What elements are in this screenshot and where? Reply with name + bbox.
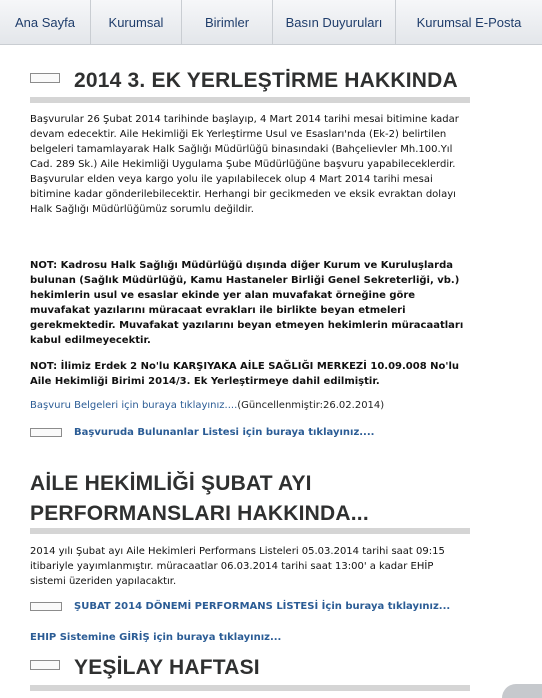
section-title-performans xyxy=(30,470,369,528)
performans-paragraph: 2014 yılı Şubat ayı Aile Hekimleri Performans Listeleri 05.03.2014 tarihi saat 09:15 itibariyle yayımlanmıştır. müracaatlar 06.03.2014 tarihi saat 13:00' a kadar EHİP sistemi üzeriden yapılacaktır. xyxy=(30,546,445,587)
section-title-text: 2014 3. EK YERLEŞTİRME HAKKINDA xyxy=(74,69,458,92)
link-row-ehip xyxy=(30,631,281,645)
title-underline xyxy=(30,685,470,691)
section-title-yesilay xyxy=(30,654,260,682)
ehip-giris-link[interactable]: EHIP Sistemine GİRİŞ için buraya tıklayınız... xyxy=(30,632,282,643)
performans-listesi-link[interactable]: ŞUBAT 2014 DÖNEMİ PERFORMANS LİSTESİ İçin buraya tıklayınız... xyxy=(74,601,451,612)
basvuru-belgeleri-link[interactable]: Başvuru Belgeleri için buraya tıklayınız.... xyxy=(30,400,238,411)
section-title-line2: PERFORMANSLARI HAKKINDA... xyxy=(30,502,369,525)
updated-note: (Güncellenmiştir:26.02.2014) xyxy=(237,400,385,411)
link-row-basvuru-belgeleri xyxy=(30,399,384,413)
nav-home[interactable]: Ana Sayfa xyxy=(0,0,91,44)
section-title-line1: AİLE HEKİMLİĞİ ŞUBAT AYI xyxy=(30,472,312,495)
title-bullet-box xyxy=(30,73,60,83)
link-row-performans-listesi xyxy=(30,600,450,614)
title-underline xyxy=(30,528,470,534)
link-bullet-box xyxy=(30,428,62,437)
note-muvafakat: NOT: Kadrosu Halk Sağlığı Müdürlüğü dışında diğer Kurum ve Kuruluşlarda bulunan (Sağlık Müdürlüğü, Kamu Hastaneler Birliği Genel Sekreterliği, vb.) hekimlerin usul ve esaslar ekinde yer alan muvafakat örneğine göre muvafakat yazılarını müracaat evrakları ile birlikte beyan etmeleri gerekmektedir. Muvafakat yazılarını beyan etmeyen hekimlerin müracaatları kabul edilmeyecektir. xyxy=(30,260,464,346)
basvuranlar-listesi-link[interactable]: Başvuruda Bulunanlar Listesi için buraya tıklayınız.... xyxy=(74,427,375,438)
nav-press-releases[interactable]: Basın Duyuruları xyxy=(273,0,396,44)
nav-corporate[interactable]: Kurumsal xyxy=(91,0,182,44)
title-underline xyxy=(30,97,470,103)
section-title-ek-yerlestirme xyxy=(30,67,458,95)
title-bullet-box xyxy=(30,660,60,670)
nav-corporate-email[interactable]: Kurumsal E-Posta xyxy=(416,14,522,30)
top-navigation xyxy=(0,0,542,45)
announcement-paragraph: Başvurular 26 Şubat 2014 tarihinde başlayıp, 4 Mart 2014 tarihi mesai bitimine kadar devam edecektir. Aile Hekimliği Ek Yerleştirme Usul ve Esasları'nda (Ek-2) belirtilen belgeleri tamamlayarak Halk Sağlığı Müdürlüğü binasındaki (Bahçelievler Mh.100.Yıl Cad. 289 Sk.) Aile Hekimliği Uygulama Şube Müdürlüğüne başvuru yapabileceklerdir. Başvurular elden veya kargo yolu ile yapılabilecek olup 4 Mart 2014 tarihi mesai bitimine kadar gönderilebilecektir. Herhangi bir gecikmeden ve eksik evraktan dolayı Halk Sağlığı Müdürlüğümüz sorumlu değildir. xyxy=(30,114,459,215)
section-title-text: YEŞİLAY HAFTASI xyxy=(74,656,260,679)
link-row-basvuranlar xyxy=(30,426,374,440)
nav-units[interactable]: Birimler xyxy=(182,0,273,44)
note-erdek: NOT: İlimiz Erdek 2 No'lu KARŞIYAKA AİLE SAĞLIĞI MERKEZİ 10.09.008 No'lu Aile Hekimliği Birimi 2014/3. Ek Yerleştirmeye dahil edilmiştir. xyxy=(30,361,460,387)
link-bullet-box xyxy=(30,602,62,611)
